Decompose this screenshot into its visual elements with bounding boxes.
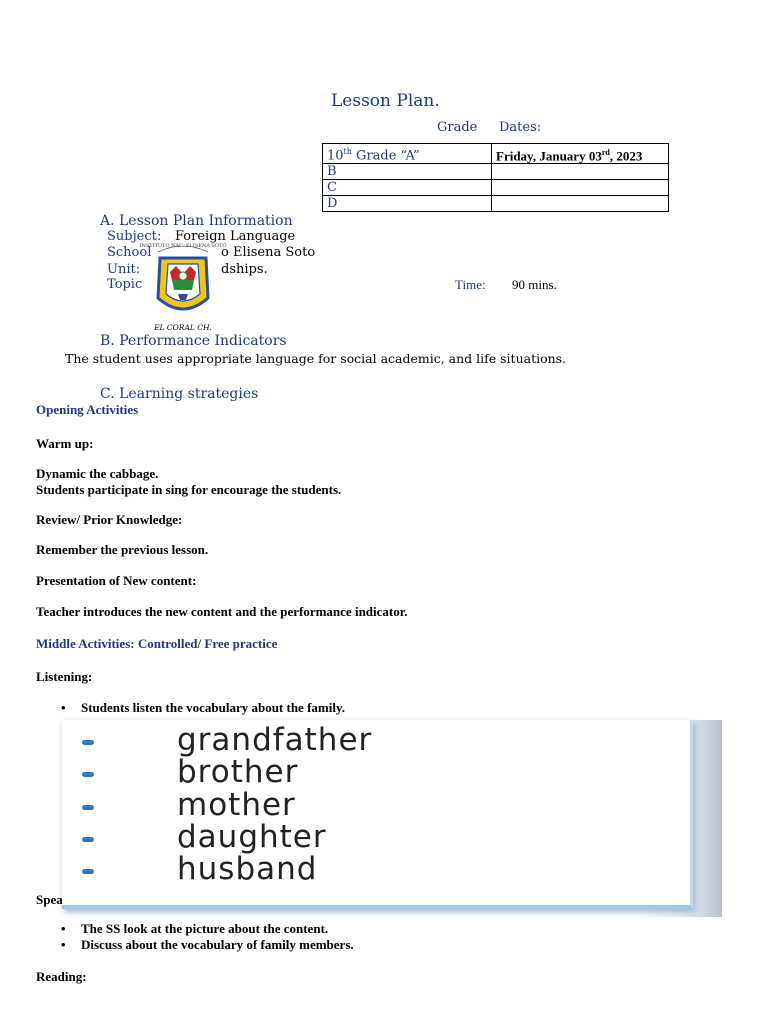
date-cell [492, 164, 669, 180]
list-item: • Discuss about the vocabulary of family members. [59, 937, 354, 953]
performance-indicator-text: The student uses appropriate language for social academic, and life situations. [65, 351, 567, 366]
opening-activities-heading: Opening Activities [36, 402, 139, 417]
table-row [323, 196, 669, 212]
bullet-icon [82, 837, 94, 842]
subject-value: Foreign Language [175, 229, 296, 244]
participate-text: Students participate in sing for encourage the students. [36, 482, 342, 497]
list-item: • The SS look at the picture about the content. [59, 921, 354, 937]
svg-text:EL CORAL CH.: EL CORAL CH. [154, 323, 212, 332]
topic-label: Topic [107, 277, 143, 292]
vocabulary-card [62, 720, 693, 909]
presentation-label: Presentation of New content: [36, 573, 197, 588]
time-label: Time: [455, 277, 486, 292]
bullet-icon [82, 740, 94, 745]
grade-cell: B [323, 164, 492, 180]
unit-label: Unit: [107, 262, 141, 277]
listening-list [59, 700, 345, 716]
table-row [323, 164, 669, 180]
speaking-list [59, 921, 354, 953]
time-value: 90 mins. [512, 277, 557, 292]
grades-table [322, 143, 669, 212]
middle-activities-heading: Middle Activities: Controlled/ Free practice [36, 636, 278, 651]
subject-label: Subject: [107, 229, 162, 244]
section-b-heading: B. Performance Indicators [100, 333, 287, 349]
school-value: o Elisena Soto [221, 245, 316, 260]
page-title: Lesson Plan. [331, 91, 440, 111]
vocab-word: mother [177, 787, 296, 823]
section-c-heading: C. Learning strategies [100, 386, 259, 402]
review-label: Review/ Prior Knowledge: [36, 512, 183, 527]
unit-value: dships. [221, 262, 268, 277]
vocab-word: brother [177, 754, 299, 790]
reading-label: Reading: [36, 969, 87, 984]
list-item: • Students listen the vocabulary about the family. [59, 700, 345, 716]
vocabulary-image [62, 720, 722, 917]
vocab-word: husband [177, 851, 318, 887]
grade-cell: 10th Grade “A” [323, 144, 492, 164]
section-a-heading: A. Lesson Plan Information [100, 213, 293, 229]
listening-label: Listening: [36, 669, 93, 684]
grade-cell: C [323, 180, 492, 196]
warm-up-label: Warm up: [36, 436, 94, 451]
dynamic-text: Dynamic the cabbage. [36, 466, 159, 481]
vocab-word: daughter [177, 819, 327, 855]
bullet-icon [82, 772, 94, 777]
date-cell [492, 180, 669, 196]
bullet-icon [82, 869, 94, 874]
table-row [323, 144, 669, 164]
remember-text: Remember the previous lesson. [36, 542, 209, 557]
teacher-text: Teacher introduces the new content and the performance indicator. [36, 604, 408, 619]
bullet-icon [82, 805, 94, 810]
speaking-label-partial: Spea [36, 892, 63, 907]
school-label: School [107, 245, 152, 260]
date-cell: Friday, January 03rd, 2023 [492, 144, 669, 164]
svg-text:INSTITUTO NAC. ELISENA SOTO: INSTITUTO NAC. ELISENA SOTO [139, 243, 227, 249]
dates-label: Dates: [499, 120, 542, 135]
table-row [323, 180, 669, 196]
vocab-word: grandfather [177, 722, 373, 758]
date-cell [492, 196, 669, 212]
grade-label: Grade [437, 120, 478, 135]
school-logo [139, 238, 227, 334]
grade-cell: D [323, 196, 492, 212]
